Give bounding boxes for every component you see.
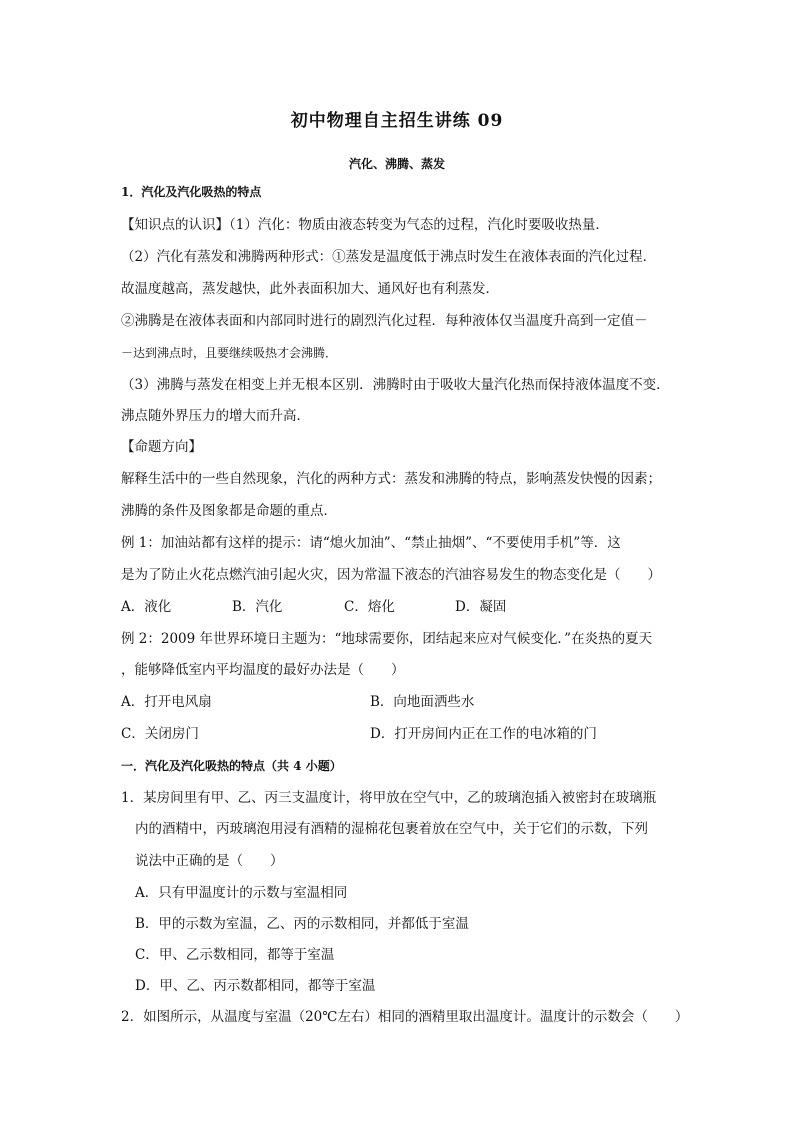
example-2-option: B．向地面洒些水 [370, 694, 475, 710]
section-heading-1: 1．汽化及汽化吸热的特点 [121, 185, 262, 199]
question-1-option: B．甲的示数为室温，乙、丙的示数相同，并都低于室温 [135, 916, 469, 932]
question-1-text: 内的酒精中，丙玻璃泡用浸有酒精的湿棉花包裹着放在空气中，关于它们的示数，下列 [135, 821, 648, 837]
section-heading-2: 一．汽化及汽化吸热的特点（共 4 小题） [121, 759, 342, 773]
paragraph: ②沸腾是在液体表面和内部同时进行的剧烈汽化过程．每种液体仅当温度升高到一定值－ [121, 313, 648, 329]
example-1-option: C．熔化 [344, 599, 395, 615]
paragraph: 【命题方向】 [121, 439, 202, 455]
paragraph: 沸点随外界压力的增大而升高． [121, 408, 310, 424]
example-2-option: A．打开电风扇 [121, 694, 212, 710]
example-2-option: C．关闭房门 [121, 726, 199, 742]
example-2-text: 例 2：2009 年世界环境日主题为：“地球需要你，团结起来应对气候变化．”在炎热的夏天 [121, 631, 653, 647]
question-1-text: 1．某房间里有甲、乙、丙三支温度计，将甲放在空气中，乙的玻璃泡插入被密封在玻璃瓶 [121, 790, 657, 806]
example-1-option: A．液化 [121, 599, 172, 615]
example-2-option: D．打开房间内正在工作的电冰箱的门 [370, 726, 597, 742]
question-1-text: 说法中正确的是（ ） [135, 853, 284, 869]
paragraph: 【知识点的认识】（1）汽化：物质由液态转变为气态的过程，汽化时要吸收热量． [121, 217, 609, 233]
paragraph: （3）沸腾与蒸发在相变上并无根本区别．沸腾时由于吸收大量汽化热而保持液体温度不变． [121, 377, 670, 393]
example-1-text: 是为了防止火花点燃汽油引起火灾，因为常温下液态的汽油容易发生的物态变化是（ ） [121, 567, 661, 583]
paragraph: （2）汽化有蒸发和沸腾两种形式：①蒸发是温度低于沸点时发生在液体表面的汽化过程． [121, 249, 657, 265]
question-1-option: C．甲、乙示数相同，都等于室温 [135, 947, 335, 963]
paragraph: 解释生活中的一些自然现象，汽化的两种方式：蒸发和沸腾的特点，影响蒸发快慢的因素； [121, 471, 661, 487]
question-1-option: D．甲、乙、丙示数都相同，都等于室温 [135, 978, 376, 994]
example-1-option: D．凝固 [455, 599, 507, 615]
page-subtitle: 汽化、沸腾、蒸发 [348, 157, 445, 171]
example-1-text: 例 1：加油站都有这样的提示：请“熄火加油”、“禁止抽烟”、“不要使用手机”等．这 [121, 535, 621, 551]
paragraph: 沸腾的条件及图象都是命题的重点． [121, 503, 337, 519]
paragraph: 故温度越高，蒸发越快，此外表面积加大、通风好也有利蒸发． [121, 281, 499, 297]
question-1-option: A．只有甲温度计的示数与室温相同 [135, 885, 348, 901]
example-1-option: B．汽化 [232, 599, 283, 615]
paragraph: －达到沸点时，且要继续吸热才会沸腾． [121, 346, 338, 360]
question-2-text: 2．如图所示，从温度与室温（20℃左右）相同的酒精里取出温度计。温度计的示数会（ ） [121, 1009, 689, 1025]
example-2-text: ，能够降低室内平均温度的最好办法是（ ） [121, 662, 405, 678]
page-title: 初中物理自主招生讲练 09 [290, 111, 504, 131]
